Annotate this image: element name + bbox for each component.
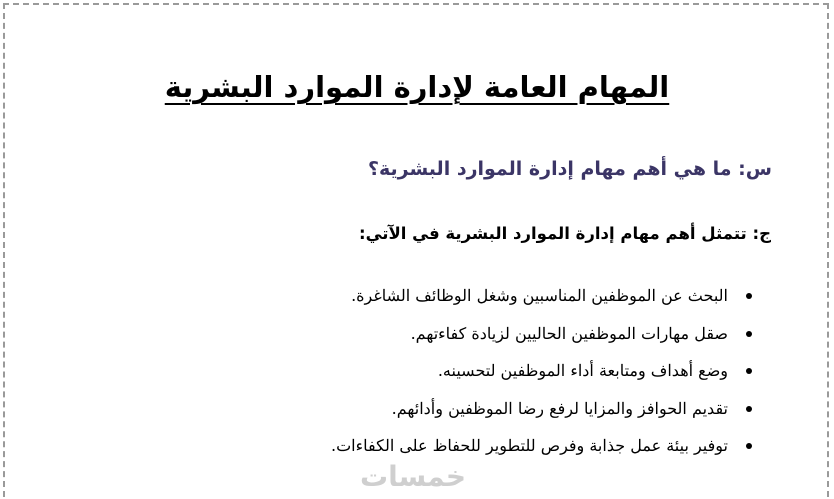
list-item: صقل مهارات الموظفين الحاليين لزيادة كفاءتهم. <box>331 321 728 359</box>
list-item: تقديم الحوافز والمزايا لرفع رضا الموظفين وأدائهم. <box>331 396 728 434</box>
page-title: المهام العامة لإدارة الموارد البشرية <box>164 70 670 104</box>
bullet-icon <box>746 293 752 299</box>
task-list <box>331 283 728 471</box>
list-item: توفير بيئة عمل جذابة وفرص للتطوير للحفاظ على الكفاءات. <box>331 433 728 471</box>
list-item: وضع أهداف ومتابعة أداء الموظفين لتحسينه. <box>331 358 728 396</box>
bullet-icon <box>746 368 752 374</box>
bullet-icon <box>746 406 752 412</box>
bullet-icon <box>746 331 752 337</box>
watermark-logo: خمسات <box>360 460 467 493</box>
question-text: س: ما هي أهم مهام إدارة الموارد البشرية؟ <box>367 158 772 180</box>
list-item: البحث عن الموظفين المناسبين وشغل الوظائف الشاغرة. <box>331 283 728 321</box>
answer-intro: ج: تتمثل أهم مهام إدارة الموارد البشرية في الآتي: <box>358 224 771 243</box>
bullet-icon <box>746 443 752 449</box>
